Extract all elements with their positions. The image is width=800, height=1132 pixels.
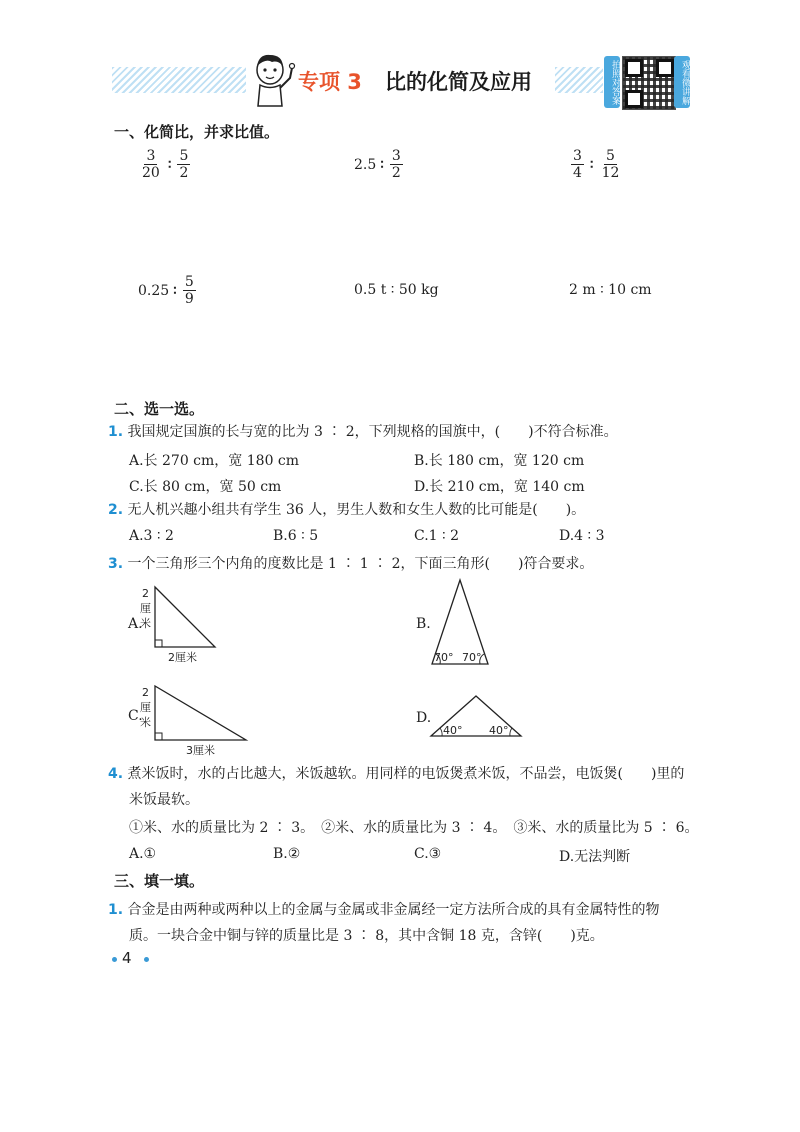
option-b-label[interactable]: B. [416,616,431,632]
question-text: 无人机兴趣小组共有学生 36 人，男生人数和女生人数的比可能是( )。 [127,502,586,518]
triangle-d[interactable] [428,694,524,740]
angle-label: 40° [443,724,463,737]
fraction: $\frac{5}{9}$ [184,274,194,307]
option-d-label[interactable]: D. [416,710,432,726]
side-label: 2 [142,686,149,699]
option-d[interactable]: D.4 ∶ 3 [559,528,605,544]
question-text-cont: 米饭最软。 [129,792,199,808]
fraction: $\frac{5}{2}$ [179,148,189,181]
question-number: 2. [108,502,124,518]
fraction: $\frac{3}{2}$ [391,148,401,181]
side-label: 米 [140,617,151,630]
question-number: 1. [108,902,124,918]
qr-finder-icon [656,59,674,77]
option-a[interactable]: A.长 270 cm，宽 180 cm [129,453,300,469]
side-label: 2厘米 [168,651,197,664]
answer-tag: 拍照对答案 [604,56,620,108]
angle-label: 70° [462,651,482,664]
triangle-a[interactable] [138,585,228,665]
side-label: 厘 [140,602,151,615]
question [108,764,684,784]
option-c[interactable]: C.长 80 cm，宽 50 cm [129,479,282,495]
page-title: 比的化简及应用 [385,70,532,94]
ratio-expression: 2.5 ∶ $\frac{3}{2}$ [354,148,401,181]
side-label: 厘 [140,701,151,714]
angle-label: 70° [434,651,454,664]
question [108,554,593,574]
triangle-b[interactable] [428,578,492,668]
ratio-expression: 2 m ∶ 10 cm [569,282,652,298]
question-number: 3. [108,556,124,572]
page-dot-right [144,957,149,962]
ratio-expression: 0.25 ∶ $\frac{5}{9}$ [138,274,194,307]
question [108,500,585,520]
page-dot-left [112,957,117,962]
triangle-c[interactable] [138,684,250,758]
topic-label: 专项 3 [298,70,362,94]
question-text: 煮米饭时，水的占比越大，米饭越软。用同样的电饭煲煮米饭，不品尝，电饭煲( )里的 [127,766,685,782]
video-tag: 观看微讲解 [674,56,690,108]
option-c-label[interactable]: C. [128,708,143,724]
question-text-cont: 质。一块合金中铜与锌的质量比是 3 ∶ 8，其中含铜 18 克，含锌( )克。 [129,928,604,944]
option-b[interactable]: B.6 ∶ 5 [273,528,319,544]
question-number: 1. [108,424,124,440]
option-c[interactable]: C.1 ∶ 2 [414,528,460,544]
option-b[interactable]: B.长 180 cm，宽 120 cm [414,453,585,469]
section-heading: 三、填一填。 [114,872,205,890]
question [108,900,660,920]
qr-finder-icon [625,59,643,77]
page-number: 4 [122,949,132,967]
ratio-expression: $\frac{3}{4}$ ∶ $\frac{5}{12}$ [573,148,620,181]
boy-mascot-icon [246,52,298,108]
ratio-expression: 0.5 t ∶ 50 kg [354,282,439,298]
fraction: $\frac{3}{20}$ [142,148,160,181]
section-heading: 一、化简比，并求比值。 [114,123,280,141]
option-a[interactable]: A.3 ∶ 2 [129,528,174,544]
question-conditions: ①米、水的质量比为 2 ∶ 3。 ②米、水的质量比为 3 ∶ 4。 ③米、水的质量比为 5 ∶ 6。 [129,820,699,836]
option-a-label[interactable]: A. [128,616,143,632]
ratio-expression: $\frac{3}{20}$ ∶ $\frac{5}{2}$ [142,148,189,181]
header-stripe-right [555,67,603,93]
option-d[interactable]: D.长 210 cm，宽 140 cm [414,479,585,495]
side-label: 米 [140,716,151,729]
option-a[interactable]: A.① [129,846,157,862]
question [108,422,618,442]
qr-finder-icon [625,90,643,108]
header-stripe-left [112,67,246,93]
question-number: 4. [108,766,124,782]
side-label: 2 [142,587,149,600]
fraction: $\frac{5}{12}$ [601,148,620,181]
question-text: 合金是由两种或两种以上的金属与金属或非金属经一定方法所合成的具有金属特性的物 [127,902,660,918]
option-c[interactable]: C.③ [414,846,442,862]
section-heading: 二、选一选。 [114,400,205,418]
fraction: $\frac{3}{4}$ [573,148,582,181]
angle-label: 40° [489,724,509,737]
option-d[interactable]: D.无法判断 [559,849,631,865]
option-b[interactable]: B.② [273,846,301,862]
question-text: 一个三角形三个内角的度数比是 1 ∶ 1 ∶ 2，下面三角形( )符合要求。 [127,556,594,572]
side-label: 3厘米 [186,744,215,757]
question-text: 我国规定国旗的长与宽的比为 3 ∶ 2，下列规格的国旗中，( )不符合标准。 [127,424,618,440]
